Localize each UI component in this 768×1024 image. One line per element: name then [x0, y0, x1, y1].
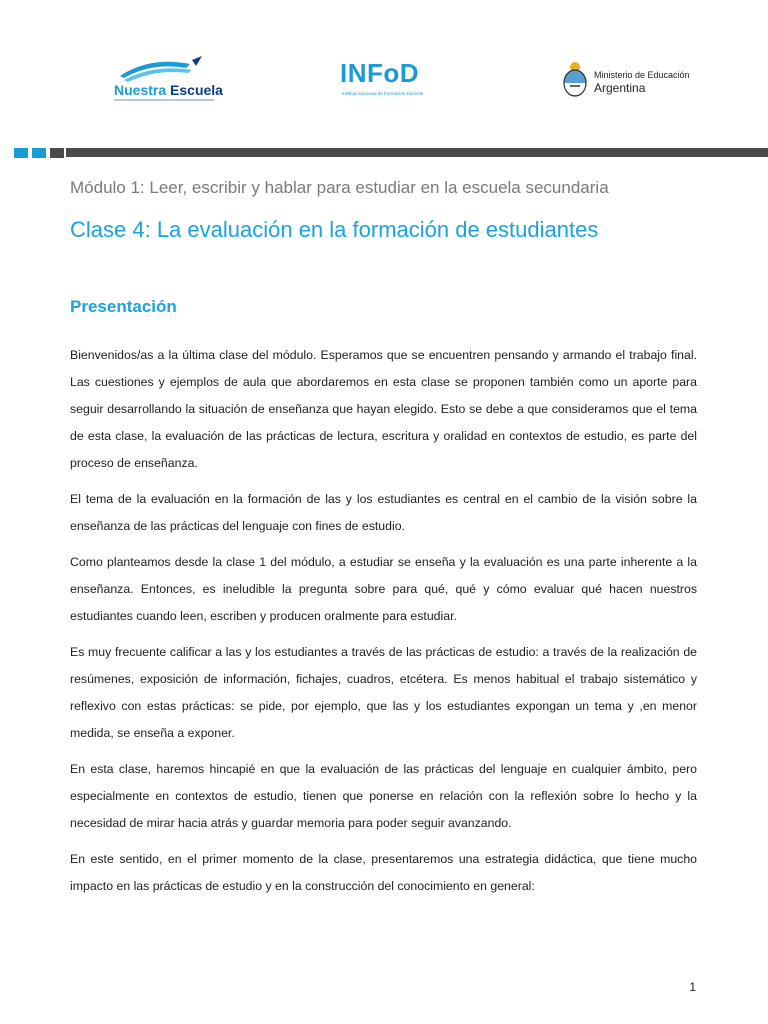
infod-logo [340, 58, 450, 104]
header-logos [0, 52, 768, 112]
paragraph: Bienvenidos/as a la última clase del módulo. Esperamos que se encuentren pensando y armando el trabajo final. Las cuestiones y ejemplos de aula que abordaremos en esta clase se proponen también como un aporte para seguir desarrollando la situación de enseñanza que hayan elegido. Esto se debe a que consideramos que el tema de esta clase, la evaluación de las prácticas de lectura, escritura y oralidad en contextos de estudio, es parte del proceso de enseñanza. [70, 348, 697, 470]
logo-left-underline [114, 99, 214, 101]
ministerio-logo [562, 60, 690, 104]
nuestra-escuela-logo [110, 54, 230, 104]
logo-left-part2: Escuela [170, 82, 223, 98]
paragraph: Como planteamos desde la clase 1 del módulo, a estudiar se enseña y la evaluación es una parte inherente a la enseñanza. Entonces, es ineludible la pregunta sobre para qué, qué y cómo evaluar qué hacen nuestros estudiantes cuando leen, escriben y producen oralmente para estudiar. [70, 555, 697, 623]
nuestra-escuela-waves-icon [110, 54, 220, 84]
divider-bar [66, 148, 768, 157]
module-title: Módulo 1: Leer, escribir y hablar para estudiar en la escuela secundaria [70, 178, 609, 197]
paragraph: En esta clase, haremos hincapié en que la evaluación de las prácticas del lenguaje en cualquier ámbito, pero especialmente en contextos de estudio, tienen que ponerse en relación con la reflexión sobre lo hecho y la necesidad de mirar hacia atrás y guardar memoria para poder seguir avanzando. [70, 762, 697, 830]
section-title: Presentación [70, 297, 177, 316]
ministerio-line2: Argentina [594, 81, 646, 95]
ministerio-line1: Ministerio de Educación [594, 70, 690, 80]
argentina-coat-of-arms-icon [562, 60, 588, 98]
logo-left-part1: Nuestra [114, 82, 167, 98]
divider-square [50, 148, 64, 158]
infod-name: INFoD [340, 58, 420, 88]
body-text [70, 342, 697, 909]
paragraph: Es muy frecuente calificar a las y los estudiantes a través de las prácticas de estudio: a través de la realización de resúmenes, exposición de información, fichajes, cuadros, etcétera. Es menos habitual el trabajo sistemático y reflexivo con estas prácticas: se pide, por ejemplo, que las y los estudiantes expongan un tema y ,en menor medida, se enseña a exponer. [70, 645, 697, 740]
infod-subtitle: Instituto Nacional de Formación Docente [342, 91, 424, 96]
paragraph: En este sentido, en el primer momento de la clase, presentaremos una estrategia didáctica, que tiene mucho impacto en las prácticas de estudio y en la construcción del conocimiento en general: [70, 852, 697, 893]
class-title: Clase 4: La evaluación en la formación de estudiantes [70, 217, 599, 242]
header-divider [0, 148, 768, 158]
paragraph: El tema de la evaluación en la formación de las y los estudiantes es central en el cambio de la visión sobre la enseñanza de las prácticas del lenguaje con fines de estudio. [70, 492, 697, 533]
page-number: 1 [689, 980, 696, 994]
divider-square [32, 148, 46, 158]
divider-square [14, 148, 28, 158]
